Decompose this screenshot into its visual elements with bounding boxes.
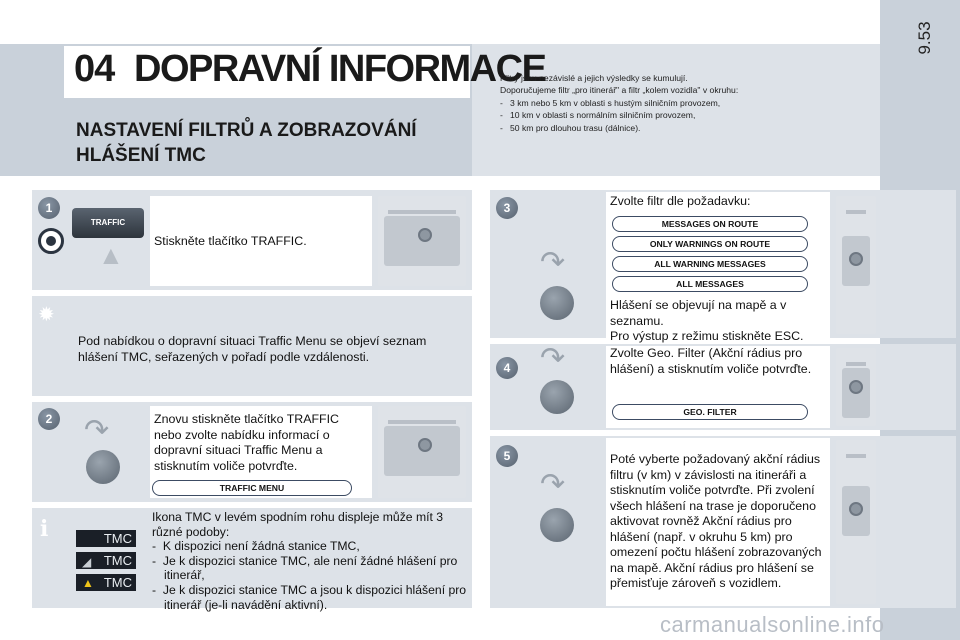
- filter-option: MESSAGES ON ROUTE: [612, 216, 808, 232]
- step3-text: Zvolte filtr dle požadavku:: [610, 194, 751, 208]
- intro-line: Filtry jsou nezávislé a jejich výsledky se kumulují.: [500, 73, 688, 83]
- tmc-icon-no-messages: ◢ TMC: [76, 552, 136, 569]
- filter-option: ALL MESSAGES: [612, 276, 808, 292]
- section-title: NASTAVENÍ FILTRŮ A ZOBRAZOVÁNÍ HLÁŠENÍ TMC: [76, 120, 417, 166]
- rotate-arrow-icon: ↷: [540, 468, 566, 501]
- intro-line: Doporučujeme filtr „pro itinerář" a filtr „kolem vozidla" v okruhu:: [500, 85, 739, 96]
- intro-item: - 10 km v oblasti s normálním silničním provozem,: [500, 110, 696, 121]
- info-item: - Je k dispozici stanice TMC a jsou k dispozici hlášení pro itinerář (je-li navádění aktivní).: [152, 582, 467, 612]
- selector-knob-icon: [540, 508, 574, 542]
- selector-knob-icon: [540, 286, 574, 320]
- tmc-icon-none: TMC: [76, 530, 136, 547]
- chapter-number: 04: [74, 48, 115, 90]
- filter-option: ONLY WARNINGS ON ROUTE: [612, 236, 808, 252]
- info-item: - Je k dispozici stanice TMC, ale není žádné hlášení pro itinerář,: [152, 553, 458, 583]
- filter-option: ALL WARNING MESSAGES: [612, 256, 808, 272]
- radio-panel-image: [836, 440, 876, 604]
- radio-panel-image: [836, 348, 876, 426]
- radio-panel-image: [378, 406, 466, 498]
- tmc-icon-messages: ▲ TMC: [76, 574, 136, 591]
- press-arrow-icon: ▲: [98, 240, 124, 270]
- info-icon: i: [40, 516, 49, 542]
- header-band: [0, 0, 880, 44]
- tip-text: Pod nabídkou o dopravní situaci Traffic Menu se objeví seznam hlášení TMC, seřazených v pořadí podle vzdálenosti.: [78, 334, 427, 364]
- info-item: - K dispozici není žádná stanice TMC,: [152, 539, 360, 554]
- selector-knob-icon: [540, 380, 574, 414]
- selector-knob-icon: [86, 450, 120, 484]
- step-badge: 1: [38, 197, 60, 219]
- rotate-arrow-icon: ↷: [540, 246, 566, 279]
- rotate-arrow-icon: ↷: [84, 414, 110, 447]
- step-badge: 2: [38, 408, 60, 430]
- info-text: Ikona TMC v levém spodním rohu displeje může mít 3 různé podoby: - K dispozici není žádná stanice TMC, - Je k dispozici stanice TMC, ale není žádné hlášení pro itinerář, - Je k dispozici stanice TMC a jsou k dispozici hlášení pro itinerář (je-li navádění aktivní).: [152, 510, 467, 612]
- step-badge: 5: [496, 445, 518, 467]
- step-badge: 4: [496, 357, 518, 379]
- chapter-title: DOPRAVNÍ INFORMACE: [134, 48, 546, 90]
- lightbulb-icon: ✹: [38, 304, 55, 326]
- geo-filter-label: GEO. FILTER: [612, 404, 808, 420]
- intro-item: - 3 km nebo 5 km v oblasti s hustým silničním provozem,: [500, 97, 721, 108]
- page-number: 9.53: [915, 21, 934, 55]
- step-badge: 3: [496, 197, 518, 219]
- radio-panel-image: [378, 196, 466, 286]
- filters-intro: [500, 72, 870, 134]
- radio-panel-image: [836, 196, 876, 334]
- intro-item: - 50 km pro dlouhou trasu (dálnice).: [500, 122, 641, 133]
- traffic-button-icon: TRAFFIC: [72, 208, 144, 238]
- rotate-arrow-icon: ↷: [540, 342, 566, 375]
- step2-text: Znovu stiskněte tlačítko TRAFFIC nebo zvolte nabídku informací o dopravní situaci Traffic Menu a stisknutím voliče potvrďte.: [154, 412, 340, 473]
- step3-after-text: Hlášení se objevují na mapě a v seznamu. Pro výstup z režimu stiskněte ESC.: [610, 298, 804, 343]
- select-icon: [38, 228, 64, 254]
- watermark: carmanualsonline.info: [660, 612, 885, 637]
- step4-text: Zvolte Geo. Filter (Akční rádius pro hlášení) a stisknutím voliče potvrďte.: [610, 346, 812, 376]
- traffic-menu-label: TRAFFIC MENU: [152, 480, 352, 496]
- step5-text: Poté vyberte požadovaný akční rádius filtru (v km) v závislosti na itineráři a stisknutím voliče potvrďte. Při zvolení všech hlášení na trase je doporučeno aktivovat rovněž Akční rádius pro hlášení (např. v okruhu 5 km) pro omezení počtu hlášení zobrazovaných na mapě. Akční rádius pro hlášení se přemisťuje zároveň s vozidlem.: [610, 452, 822, 590]
- step1-text: Stiskněte tlačítko TRAFFIC.: [154, 234, 307, 248]
